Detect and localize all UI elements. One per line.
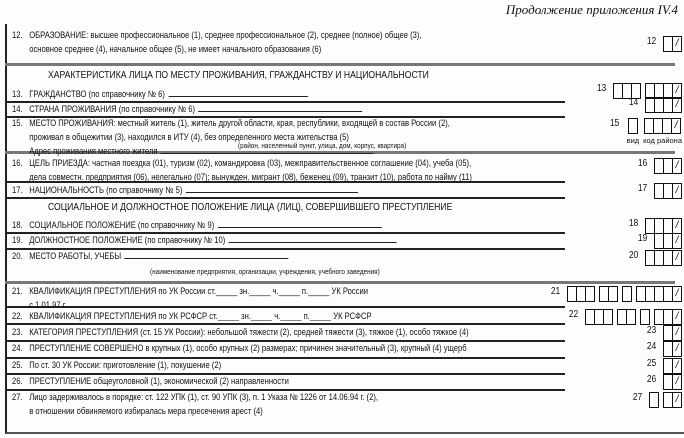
code-boxes-20	[628, 250, 682, 266]
code-cell[interactable]	[664, 84, 673, 98]
item-number: 22.	[12, 311, 23, 321]
item-text: КВАЛИФИКАЦИЯ ПРЕСТУПЛЕНИЯ по УК России ст._____ зн._____ ч._____ п._____ УК России	[29, 286, 369, 296]
code-cell[interactable]	[664, 219, 673, 233]
code-cell[interactable]: /	[675, 185, 679, 196]
code-boxes-25	[646, 358, 682, 374]
code-group	[654, 233, 682, 249]
item-text: ЦЕЛЬ ПРИЕЗДА: частная поездка (01), туризм (02), командировка (03), межправительственное соглашение (04), учеба (05),	[29, 158, 472, 168]
item-text: ГРАЖДАНСТВО (по справочнику № 6)	[29, 89, 307, 99]
code-cell[interactable]	[664, 326, 673, 340]
code-cell[interactable]	[655, 84, 664, 98]
code-group	[663, 358, 682, 374]
form-item-27	[12, 390, 378, 418]
code-cell[interactable]	[586, 310, 595, 324]
fill-in-line[interactable]	[161, 144, 374, 154]
fill-in-line[interactable]	[168, 87, 307, 97]
code-cell[interactable]	[577, 287, 586, 301]
code-cell[interactable]	[654, 119, 663, 133]
code-group	[663, 36, 682, 52]
code-cell[interactable]: /	[675, 235, 679, 246]
code-group	[663, 392, 682, 408]
code-cell[interactable]	[655, 234, 664, 248]
code-cell[interactable]	[664, 393, 673, 407]
code-group	[585, 309, 613, 325]
code-group	[645, 97, 682, 113]
fill-in-line[interactable]	[186, 183, 358, 193]
item-text: МЕСТО РАБОТЫ, УЧЕБЫ	[29, 251, 288, 261]
code-cell[interactable]	[664, 184, 673, 198]
item-text: с 1.01.97 г.	[29, 300, 67, 310]
code-label: 25	[646, 358, 657, 369]
form-item-12	[12, 28, 422, 56]
form-item-23	[12, 325, 469, 339]
code-boxes-16	[637, 158, 682, 174]
item-text: МЕСТО ПРОЖИВАНИЯ: местный житель (1), житель другой области, края, республики, входящей в состав России (2),	[29, 118, 450, 128]
code-cell[interactable]: /	[675, 38, 679, 49]
code-group	[654, 309, 682, 325]
code-label: 16	[637, 158, 648, 169]
form-item-22	[12, 309, 372, 323]
code-cell[interactable]	[646, 287, 655, 301]
code-cell[interactable]	[600, 287, 609, 301]
code-group	[627, 118, 640, 145]
code-cell[interactable]	[655, 251, 664, 265]
code-cell[interactable]	[586, 287, 594, 301]
item-text: По ст. 30 УК России: приготовление (1), покушение (2)	[29, 360, 222, 370]
code-cell[interactable]	[664, 37, 673, 51]
code-cell[interactable]: /	[675, 252, 679, 263]
code-cell[interactable]	[664, 98, 673, 112]
item-number: 23.	[12, 327, 23, 337]
fill-in-line[interactable]	[124, 249, 288, 259]
item-text: проживал в общежитии (3), находился в ИТУ (4), без определенного места жительства (5)	[29, 132, 349, 142]
code-cell[interactable]	[641, 310, 649, 324]
item-text: основное среднее (4), начальное общее (5), не имеет начального образования (6)	[29, 44, 322, 54]
fill-in-line[interactable]	[229, 233, 397, 243]
section-heading-residence: ХАРАКТЕРИСТИКА ЛИЦА ПО МЕСТУ ПРОЖИВАНИЯ, ГРАЖДАНСТВУ И НАЦИОНАЛЬНОСТИ	[48, 69, 429, 81]
row-divider	[5, 197, 565, 199]
item-text: Адрес проживания местного жителя	[12, 144, 450, 158]
item-number: 25.	[12, 360, 23, 370]
code-cell[interactable]	[664, 287, 673, 301]
address-caption: (район, населенный пункт, улица, дом, корпус, квартира)	[238, 141, 407, 150]
item-text: дела совместн. предприятия (06), нелегально (07); вынужден. мигрант (08), беженец (09), транзит (10), работа по найму (11)	[29, 172, 472, 182]
code-group-label: код района	[643, 136, 682, 145]
code-cell[interactable]	[655, 310, 664, 324]
item-text: ДОЛЖНОСТНОЕ ПОЛОЖЕНИЕ (по справочнику № 10)	[29, 235, 396, 245]
code-group	[599, 286, 618, 302]
item-text: ПРЕСТУПЛЕНИЕ общеуголовной (1), экономической (2) направленности	[29, 376, 289, 386]
item-text: КАТЕГОРИЯ ПРЕСТУПЛЕНИЯ (ст. 15 УК России): небольшой тяжести (2), средней тяжести (3), тяжкое (1), особо тяжкое (4)	[29, 327, 469, 337]
code-cell[interactable]	[618, 310, 627, 324]
code-cell[interactable]	[645, 119, 654, 133]
code-group	[645, 250, 682, 266]
item-number: 27.	[12, 392, 23, 402]
code-cell[interactable]	[609, 287, 617, 301]
code-cell[interactable]	[664, 159, 673, 173]
code-cell[interactable]	[664, 359, 673, 373]
item-text: ОБРАЗОВАНИЕ: высшее профессиональное (1), среднее профессиональное (2), среднее (полное) общее (3),	[29, 30, 422, 40]
code-label: 15	[610, 118, 620, 129]
code-cell[interactable]	[623, 84, 632, 98]
code-label: 26	[646, 374, 657, 385]
form-item-15	[12, 116, 450, 158]
code-label: 22	[568, 309, 579, 320]
code-group	[663, 325, 682, 341]
code-label: 20	[628, 250, 639, 261]
code-boxes-17	[637, 183, 682, 199]
code-cell[interactable]	[646, 98, 655, 112]
item-text: КВАЛИФИКАЦИЯ ПРЕСТУПЛЕНИЯ по УК РСФСР ст._____ зн._____ ч._____ п._____ УК РСФСР	[29, 311, 372, 321]
code-group	[617, 309, 636, 325]
item-number: 17.	[12, 185, 23, 195]
code-cell[interactable]: /	[675, 311, 679, 322]
form-item-16	[12, 156, 472, 184]
form-item-13	[12, 87, 308, 101]
code-cell[interactable]: /	[675, 394, 679, 405]
appendix-header: Продолжение приложения IV.4	[505, 2, 678, 17]
item-number: 13.	[12, 89, 23, 99]
form-item-24	[12, 341, 467, 355]
code-group	[654, 158, 682, 174]
code-cell[interactable]: /	[675, 360, 679, 371]
code-cell[interactable]: /	[675, 99, 679, 110]
item-number: 15.	[12, 118, 23, 128]
form-item-21	[12, 284, 368, 312]
code-group	[663, 374, 682, 390]
code-boxes-24	[646, 341, 682, 357]
form-item-19	[12, 233, 397, 247]
form-item-18	[12, 218, 382, 232]
item-number: 16.	[12, 158, 23, 168]
code-group	[636, 286, 682, 302]
form-item-17	[12, 183, 358, 197]
code-cell[interactable]	[664, 342, 673, 356]
code-boxes-15	[609, 118, 682, 145]
code-label: 24	[646, 341, 657, 352]
section-heading-social: СОЦИАЛЬНОЕ И ДОЛЖНОСТНОЕ ПОЛОЖЕНИЕ ЛИЦА (ЛИЦ), СОВЕРШИВШЕГО ПРЕСТУПЛЕНИЕ	[48, 201, 453, 213]
item-text: Лицо задерживалось в порядке: ст. 122 УПК (1), ст. 90 УПК (3), п. 1 Указа № 1226 от 14.06.94 г. (2),	[29, 392, 378, 402]
item-number: 12.	[12, 30, 23, 40]
code-cell[interactable]	[664, 375, 673, 389]
code-cell[interactable]	[655, 159, 664, 173]
code-cell[interactable]	[637, 287, 646, 301]
code-group-label: вид	[626, 136, 640, 145]
fill-in-line[interactable]	[218, 218, 382, 228]
code-cell[interactable]	[655, 287, 664, 301]
item-text: СТРАНА ПРОЖИВАНИЯ (по справочнику № 6)	[29, 104, 362, 114]
code-cell[interactable]	[655, 184, 664, 198]
code-cell[interactable]	[646, 84, 655, 98]
code-cell[interactable]: /	[675, 160, 679, 171]
code-cell[interactable]: /	[675, 288, 679, 299]
code-group	[643, 118, 682, 145]
code-cell[interactable]	[623, 287, 631, 301]
code-cell[interactable]: /	[675, 85, 679, 96]
code-cell[interactable]	[627, 310, 635, 324]
code-label: 27	[632, 392, 643, 403]
code-label: 23	[646, 325, 657, 336]
code-cell[interactable]	[646, 251, 655, 265]
code-group	[663, 341, 682, 357]
item-number: 19.	[12, 235, 23, 245]
item-number: 26.	[12, 376, 23, 386]
code-label: 13	[596, 83, 607, 94]
item-text: НАЦИОНАЛЬНОСТЬ (по справочнику № 5)	[29, 185, 358, 195]
form-item-26	[12, 374, 289, 388]
item-text: ПРЕСТУПЛЕНИЕ СОВЕРШЕНО в крупных (1), особо крупных (2) размерах; причинен значительный (3), крупный (4) ущерб	[29, 343, 467, 353]
code-boxes-27	[632, 392, 682, 408]
code-cell[interactable]	[632, 84, 640, 98]
code-label: 14	[628, 97, 639, 108]
code-cell[interactable]: /	[675, 327, 679, 338]
code-cell[interactable]	[655, 219, 664, 233]
item-number: 20.	[12, 251, 23, 261]
item-number: 24.	[12, 343, 23, 353]
code-label: 19	[637, 233, 648, 244]
code-boxes-23	[646, 325, 682, 341]
code-group	[645, 218, 682, 234]
code-group	[622, 286, 632, 302]
item-text: в отношении обвиняемого избиралась мера пресечения арест (4)	[29, 406, 263, 416]
code-cell[interactable]: /	[675, 376, 679, 387]
code-label: 12	[646, 36, 657, 47]
item-text: СОЦИАЛЬНОЕ ПОЛОЖЕНИЕ (по справочнику № 9)	[29, 220, 381, 230]
code-boxes-26	[646, 374, 682, 390]
code-cell[interactable]: /	[675, 220, 679, 231]
code-label: 21	[550, 286, 561, 297]
code-cell[interactable]	[664, 310, 673, 324]
form-item-14	[12, 102, 362, 116]
code-boxes-22	[568, 309, 682, 325]
code-group	[654, 183, 682, 199]
code-cell[interactable]	[604, 310, 612, 324]
code-label: 17	[637, 183, 648, 194]
code-group	[640, 309, 650, 325]
item-number: 18.	[12, 220, 23, 230]
code-cell[interactable]	[663, 119, 672, 133]
code-boxes-18	[628, 218, 682, 234]
item-number: 14.	[12, 104, 23, 114]
code-cell[interactable]: /	[675, 343, 679, 354]
code-cell[interactable]	[595, 310, 604, 324]
code-group	[649, 392, 659, 408]
code-boxes-21	[550, 286, 682, 302]
code-cell[interactable]	[568, 287, 577, 301]
code-cell[interactable]: /	[674, 120, 678, 131]
code-cell[interactable]	[650, 393, 658, 407]
code-cell[interactable]	[655, 98, 664, 112]
code-cell[interactable]	[664, 251, 673, 265]
code-boxes-19	[637, 233, 682, 249]
item-number: 21.	[12, 286, 23, 296]
form-item-20	[12, 249, 288, 263]
code-cell[interactable]	[614, 84, 623, 98]
code-group	[567, 286, 595, 302]
code-cell[interactable]	[629, 119, 637, 133]
code-cell[interactable]	[664, 234, 673, 248]
fill-in-line[interactable]	[198, 102, 362, 112]
code-label: 18	[628, 218, 639, 229]
code-boxes-12	[646, 36, 682, 52]
workplace-caption: (наименование предприятия, организации, учреждения, учебного заведения)	[150, 267, 380, 276]
form-item-25	[12, 358, 221, 372]
code-cell[interactable]	[646, 219, 655, 233]
code-boxes-14	[628, 97, 682, 113]
row-divider	[5, 63, 675, 66]
